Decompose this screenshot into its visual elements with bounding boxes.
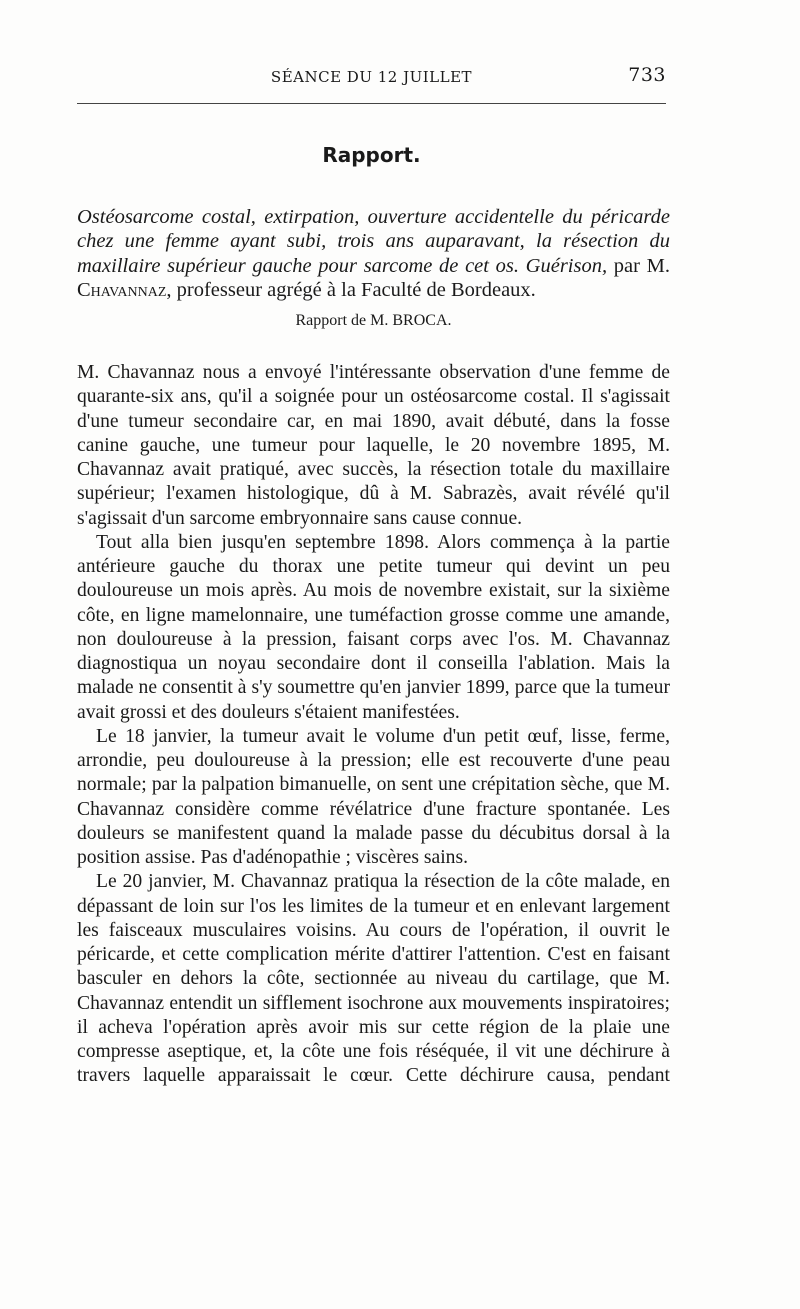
- running-title: SÉANCE DU 12 JUILLET: [270, 68, 473, 86]
- paragraph: Le 20 janvier, M. Chavannaz pratiqua la résection de la côte malade, en dépassant de loin sur l'os les limites de la tumeur et en enlevant largement les faisceaux musculaires voisins. Au cours de l'opération, il ouvrit le péricarde, et cette complication mérite d'attirer l'attention. C'est en faisant basculer en dehors la côte, sectionnée au niveau du cartilage, que M. Chavannaz entendit un sifflement isochrone aux mouvements inspiratoires; il acheva l'opération après avoir mis sur cette région de la plaie une compresse aseptique, et, la côte une fois réséquée, il vit une déchirure à travers laquelle apparaissait le cœur. Cette déchirure causa, pendant: [77, 871, 670, 1087]
- report-title: [77, 205, 670, 302]
- paragraph: M. Chavannaz nous a envoyé l'intéressante observation d'une femme de quarante-six ans, qu'il a soignée pour un ostéosarcome costal. Il s'agissait d'une tumeur secondaire car, en mai 1890, avait débuté, dans la fosse canine gauche, une tumeur pour laquelle, le 20 novembre 1895, M. Chavannaz avait pratiqué, avec succès, la résection totale du maxillaire supérieur; l'examen histologique, dû à M. Sabrazès, avait révélé qu'il s'agissait d'un sarcome embryonnaire sans cause connue.: [77, 362, 670, 529]
- section-heading: Rapport.: [322, 143, 421, 167]
- page-number: 733: [628, 64, 666, 86]
- author-suffix: , professeur agrégé à la Faculté de Bordeaux.: [166, 278, 536, 301]
- author-name: Chavannaz: [77, 278, 167, 301]
- report-title-italic: Ostéosarcome costal, extirpation, ouverture accidentelle du péricarde chez une femme ayant subi, trois ans auparavant, la résection du maxillaire supérieur gauche pour sarcome de cet os. Guérison,: [77, 206, 670, 277]
- running-head: [77, 62, 666, 92]
- header-divider: [77, 103, 666, 104]
- report-byline: Rapport de M. BROCA.: [295, 312, 452, 329]
- paragraph: Tout alla bien jusqu'en septembre 1898. Alors commença à la partie antérieure gauche du thorax une petite tumeur qui devint un peu douloureuse un mois après. Au mois de novembre existait, sur la sixième côte, en ligne mamelonnaire, une tuméfaction grosse comme une amande, non douloureuse à la pression, faisant corps avec l'os. M. Chavannaz diagnostiqua un noyau secondaire dont il conseilla l'ablation. Mais la malade ne consentit à s'y soumettre qu'en janvier 1899, parce que la tumeur avait grossi et des douleurs s'étaient manifestées.: [77, 531, 670, 723]
- paragraph: Le 18 janvier, la tumeur avait le volume d'un petit œuf, lisse, ferme, arrondie, peu douloureuse à la pression; elle est recouverte d'une peau normale; par la palpation bimanuelle, on sent une crépitation sèche, que M. Chavannaz considère comme révélatrice d'une fracture spontanée. Les douleurs se manifestent quand la malade passe du décubitus dorsal à la position assise. Pas d'adénopathie ; viscères sains.: [77, 725, 670, 868]
- body-text: [77, 361, 670, 1089]
- report-title-par: par: [613, 254, 640, 277]
- author-prefix: M.: [646, 254, 670, 277]
